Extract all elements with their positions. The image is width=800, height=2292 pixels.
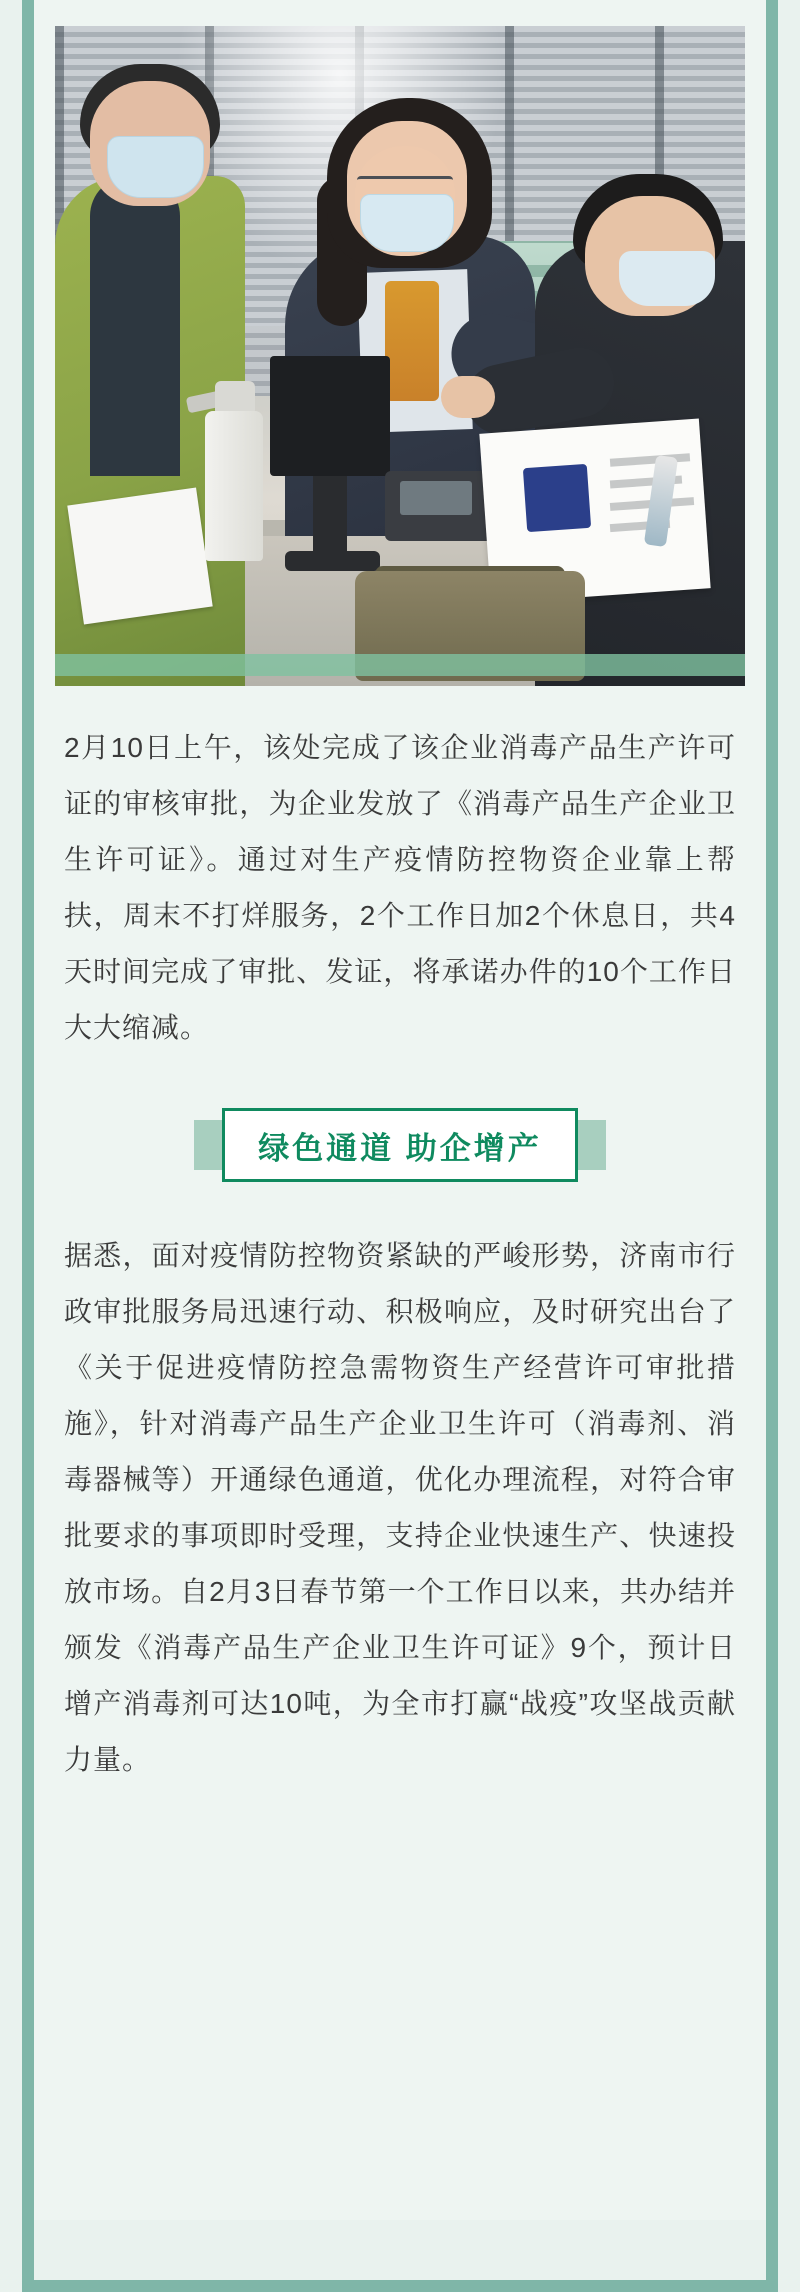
paper-stack — [67, 488, 212, 625]
person-left-face-mask — [107, 136, 204, 198]
person-center-face-mask — [360, 194, 454, 252]
article-paragraph-2: 据悉，面对疫情防控物资紧缺的严峻形势，济南市行政审批服务局迅速行动、积极响应，及时研究出台了《关于促进疫情防控急需物资生产经营许可审批措施》，针对消毒产品生产企业卫生许可（消毒剂、消毒器械等）开通绿色通道，优化办理流程，对符合审批要求的事项即时受理，支持企业快速生产、快速投放市场。自2月3日春节第一个工作日以来，共办结并颁发《消毒产品生产企业卫生许可证》9个，预计日增产消毒剂可达10吨，为全市打赢“战疫”攻坚战贡献力量。 — [64, 1240, 736, 1775]
frame-border-bottom — [22, 2280, 778, 2292]
monitor-screen — [270, 356, 390, 476]
person-left-inner-top — [90, 176, 180, 476]
section-banner — [200, 1108, 600, 1182]
frame-border-left — [22, 0, 34, 2292]
monitor-stand — [313, 476, 347, 556]
person-center-scarf — [385, 281, 439, 401]
sanitizer-spray-bottle — [205, 411, 263, 561]
person-right-face-mask — [619, 251, 715, 306]
desk-green-strip — [55, 654, 745, 676]
document-seal-icon — [523, 464, 591, 532]
article-content — [34, 0, 766, 2220]
person-right-hand — [441, 376, 495, 418]
hero-photo — [55, 26, 745, 686]
banner-box — [222, 1108, 578, 1182]
frame-border-right — [766, 0, 778, 2292]
banner-title: 绿色通道 助企增产 — [258, 1130, 542, 1166]
article-paragraph-1: 2月10日上午，该处完成了该企业消毒产品生产许可证的审核审批，为企业发放了《消毒产品生产企业卫生许可证》。通过对生产疫情防控物资企业靠上帮扶，周末不打烊服务，2个工作日加2个休息日，共4天时间完成了审批、发证，将承诺办件的10个工作日大大缩减。 — [64, 732, 736, 1043]
card-reader-screen — [400, 481, 472, 515]
